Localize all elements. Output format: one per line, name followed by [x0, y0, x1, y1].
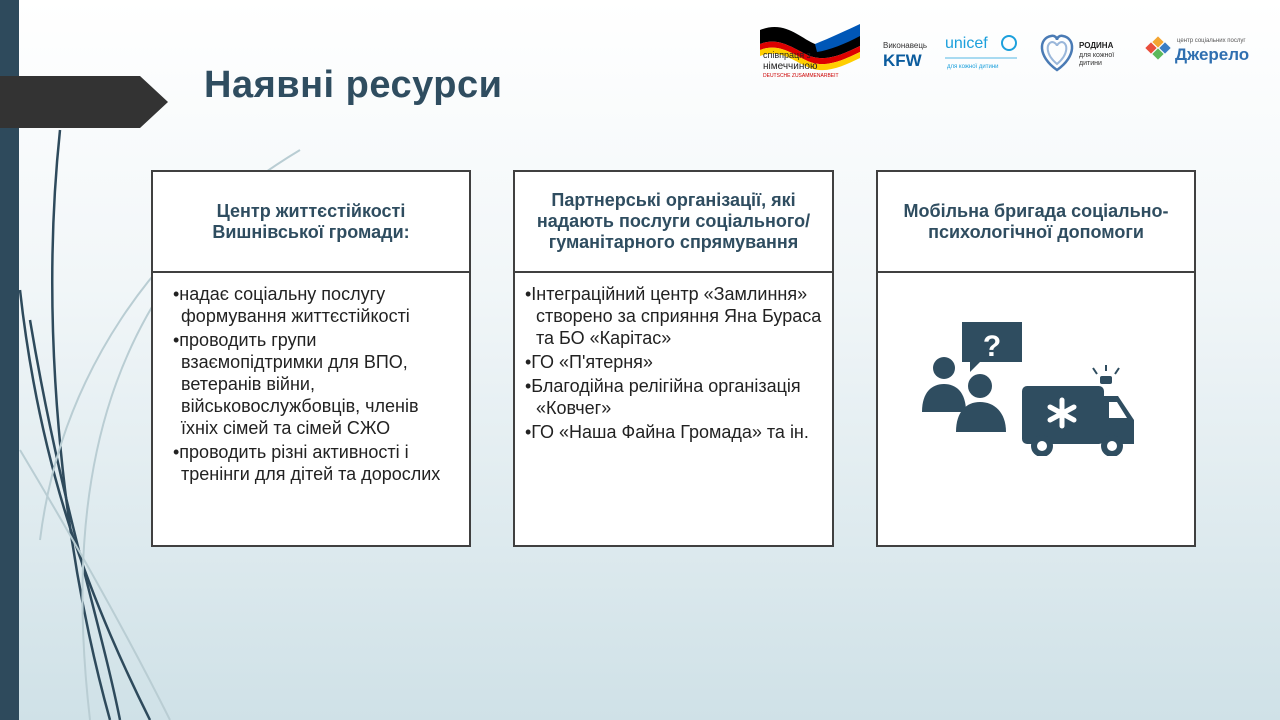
svg-text:для кожної дитини: для кожної дитини — [947, 64, 999, 70]
svg-text:дитини: дитини — [1079, 60, 1102, 67]
resource-card-partner-organizations — [513, 170, 834, 547]
resource-card-resilience-center — [151, 170, 471, 547]
card-heading: Партнерські організації, які надають послуги соціального/гуманітарного спрямування — [515, 172, 832, 273]
german-cooperation-logo — [755, 18, 865, 84]
svg-text:DEUTSCHE ZUSAMMENARBEIT: DEUTSCHE ZUSAMMENARBEIT — [763, 73, 839, 79]
card-item-list — [525, 283, 822, 443]
svg-text:KFW: KFW — [883, 51, 922, 70]
list-item: •надає соціальну послугу формування життєстійкості — [173, 284, 410, 326]
partner-logos — [755, 18, 1265, 84]
rodyna-logo — [1037, 18, 1129, 84]
svg-text:співпраця з: співпраця з — [763, 50, 811, 60]
resource-card-mobile-team — [876, 170, 1196, 547]
list-item: •Благодійна релігійна організація «Ковчег» — [525, 376, 801, 418]
svg-text:?: ? — [982, 330, 1002, 363]
card-item-list — [173, 283, 455, 485]
svg-text:для кожної: для кожної — [1079, 52, 1115, 59]
dzherelo-logo — [1143, 18, 1263, 84]
svg-text:unicef: unicef — [945, 35, 988, 52]
list-item: •проводить групи взаємопідтримки для ВПО, ветеранів війни, військовослужбовців, членів їхніх сімей та сімей СЖО — [173, 330, 419, 438]
svg-text:німеччиною: німеччиною — [763, 61, 818, 72]
svg-text:центр соціальних послуг: центр соціальних послуг — [1177, 38, 1246, 44]
page-title: Наявні ресурси — [204, 64, 503, 106]
card-heading: Центр життєстійкості Вишнівської громади: — [153, 172, 469, 273]
title-arrow-shape — [0, 76, 168, 128]
list-item: •ГО «П'ятерня» — [525, 352, 653, 372]
unicef-logo — [943, 18, 1023, 84]
card-body — [153, 273, 469, 485]
list-item: •проводить різні активності і тренінги для дітей та дорослих — [173, 442, 441, 484]
svg-text:Виконавець: Виконавець — [883, 41, 928, 50]
card-heading: Мобільна бригада соціально-психологічної допомоги — [878, 172, 1194, 273]
card-body — [515, 273, 832, 443]
svg-text:РОДИНА: РОДИНА — [1079, 41, 1114, 50]
question-mark-people-ambulance-icon — [922, 316, 1138, 456]
list-item: •Інтеграційний центр «Замлиння» створено за сприяння Яна Бураса та БО «Карітас» — [525, 284, 822, 348]
kfw-logo — [881, 18, 929, 84]
list-item: •ГО «Наша Файна Громада» та ін. — [525, 422, 809, 442]
svg-text:Джерело: Джерело — [1175, 45, 1250, 64]
